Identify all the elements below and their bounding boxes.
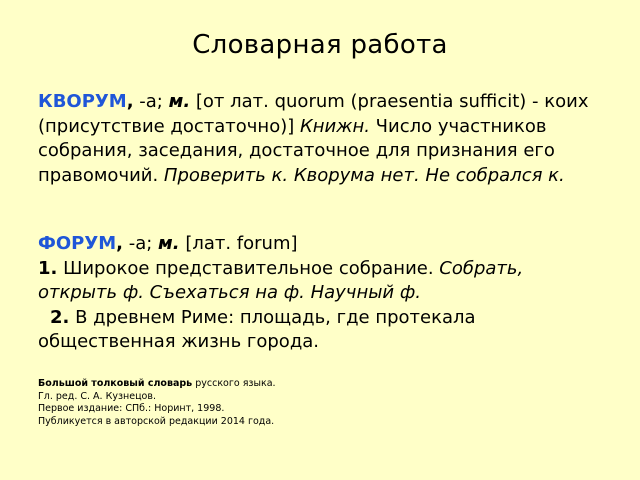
dictionary-entry-kvorum: [38, 90, 608, 188]
headword: ФОРУМ: [38, 233, 117, 254]
definition: Число участников собрания, заседания, достаточное для признания его правомочий.: [38, 115, 555, 186]
source-edition: Первое издание: СПб.: Норинт, 1998.: [38, 403, 225, 414]
slide-title: Словарная работа: [192, 30, 448, 60]
usage-examples: Проверить к. Кворума нет. Не собрался к.: [163, 164, 565, 186]
sense-number-1: 1.: [38, 257, 58, 279]
headword-comma: ,: [116, 233, 123, 254]
source-title: Большой толковый словарь: [38, 378, 193, 389]
etymology: [от лат. quorum (praesentia sufficit) - коих (присутствие достаточно)]: [38, 91, 589, 137]
sense-2-definition: В древнем Риме: площадь, где протекала общественная жизнь города.: [38, 306, 476, 352]
source-citation: [38, 378, 598, 428]
inflection-ending: -а;: [133, 91, 169, 112]
gender-label: м.: [158, 233, 180, 254]
source-title-line: [38, 378, 598, 391]
headword: КВОРУМ: [38, 91, 127, 112]
headword-comma: ,: [126, 91, 134, 112]
etymology: [лат. forum]: [179, 233, 298, 254]
style-label: Книжн.: [299, 115, 370, 137]
inflection-ending: -а;: [122, 233, 159, 254]
source-editor: Гл. ред. С. А. Кузнецов.: [38, 390, 156, 402]
source-note: Публикуется в авторской редакции 2014 года.: [38, 415, 275, 427]
sense-1-definition: Широкое представительное собрание.: [57, 257, 440, 279]
sense-number-2: 2.: [43, 306, 70, 328]
dictionary-entry-forum: [38, 232, 608, 355]
source-title-rest: русского языка.: [192, 378, 276, 389]
gender-label: м.: [168, 91, 191, 112]
sense-1-examples: Собрать, открыть ф. Съехаться на ф. Научный ф.: [38, 257, 524, 303]
